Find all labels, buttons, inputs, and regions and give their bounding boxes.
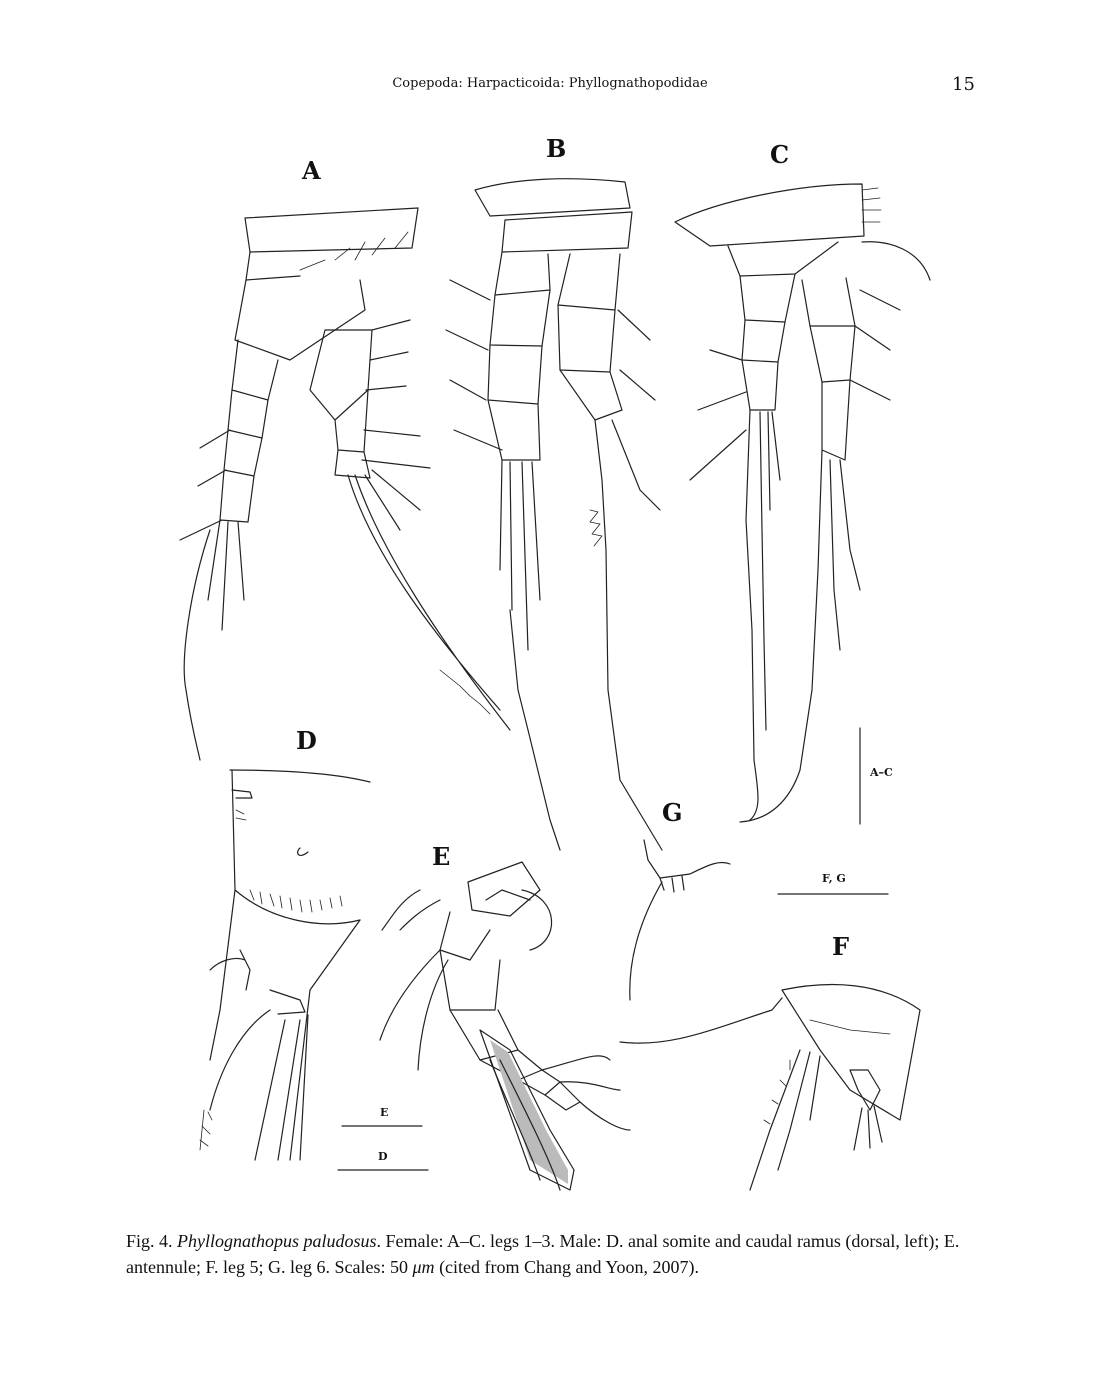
panel-label-a: A — [302, 156, 321, 185]
running-head: Copepoda: Harpacticoida: Phyllognathopodidae — [392, 76, 708, 91]
panel-label-d: D — [296, 726, 317, 755]
figure-caption — [126, 1228, 976, 1280]
drawing-antennule-e — [380, 862, 630, 1190]
drawing-anal-somite-d — [200, 770, 370, 1160]
drawing-leg-3-c — [675, 184, 930, 822]
panel-label-f: F — [832, 932, 850, 961]
drawing-leg-5-f — [620, 985, 920, 1190]
drawing-leg-1-a — [180, 208, 510, 760]
panel-label-b: B — [546, 134, 567, 163]
drawing-leg-6-g — [630, 840, 730, 1000]
caption-species-name: Phyllognathopus paludosus — [177, 1231, 377, 1251]
panel-label-c: C — [770, 140, 790, 169]
line-drawings — [150, 130, 950, 1200]
caption-text-part-1: . Female: A–C. legs 1–3. Male: D. anal somite and caudal ramus (dorsal, left); E. antennule; F. leg 5; G. leg 6. Scales: 50 — [126, 1231, 960, 1277]
caption-text-part-2: (cited from Chang and Yoon, 2007). — [434, 1257, 700, 1277]
caption-fig-number: Fig. 4. — [126, 1231, 173, 1251]
scale-label-e: E — [380, 1106, 389, 1119]
caption-unit: μm — [412, 1257, 435, 1277]
scale-label-d: D — [378, 1150, 388, 1163]
panel-label-e: E — [432, 842, 451, 871]
drawing-leg-2-b — [446, 179, 662, 850]
page-number: 15 — [952, 74, 975, 95]
panel-label-g: G — [662, 798, 683, 827]
figure-plate — [150, 130, 950, 1200]
scale-label-ac: A–C — [870, 766, 893, 779]
scale-label-fg: F, G — [822, 872, 846, 885]
